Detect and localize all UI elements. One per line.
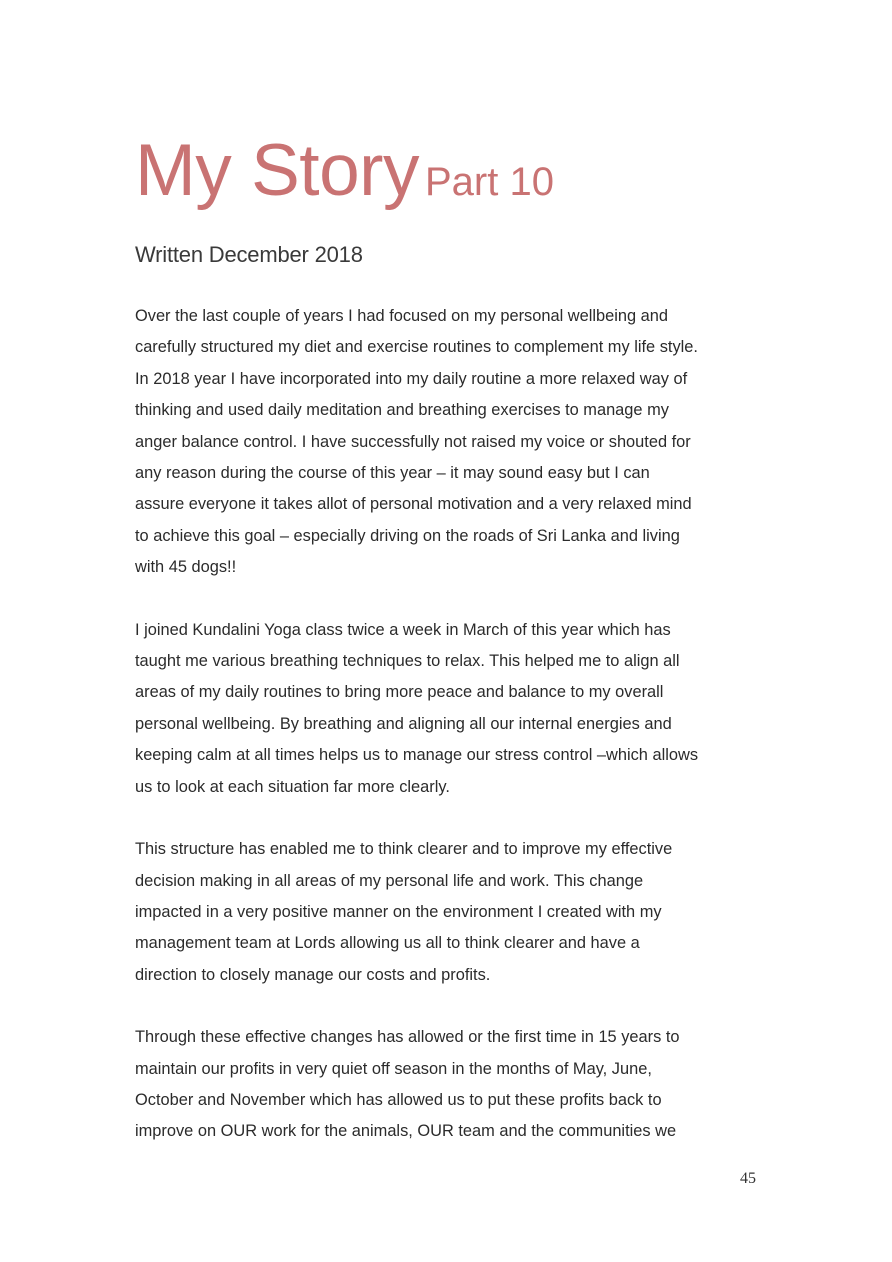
paragraph-4 xyxy=(135,1022,760,1148)
text-line: Over the last couple of years I had focused on my personal wellbeing and xyxy=(135,307,669,325)
text-line: keeping calm at all times helps us to manage our stress control –which allows xyxy=(135,746,699,765)
text-line: with 45 dogs!! xyxy=(135,558,237,577)
text-line: anger balance control. I have successfully not raised my voice or shouted for xyxy=(135,432,691,451)
text-line: improve on OUR work for the animals, OUR team and the communities we xyxy=(135,1122,677,1141)
text-line: In 2018 year I have incorporated into my daily routine a more relaxed way of xyxy=(135,369,688,388)
page-number: 45 xyxy=(740,1170,756,1187)
text-line: maintain our profits in very quiet off season in the months of May, June, xyxy=(135,1059,652,1078)
text-line: Through these effective changes has allowed or the first time in 15 years to xyxy=(135,1028,680,1047)
paragraph-3 xyxy=(135,834,760,991)
text-line: management team at Lords allowing us all to think clearer and have a xyxy=(135,934,640,953)
title-main: My Story xyxy=(135,130,419,211)
text-line: This structure has enabled me to think clearer and to improve my effective xyxy=(135,840,673,859)
text-line: taught me various breathing techniques to relax. This helped me to align all xyxy=(135,652,680,671)
text-line: us to look at each situation far more clearly. xyxy=(135,777,450,796)
text-line: thinking and used daily meditation and breathing exercises to manage my xyxy=(135,401,669,420)
text-line: to achieve this goal – especially driving on the roads of Sri Lanka and living xyxy=(135,526,680,545)
body-text xyxy=(135,301,760,1179)
text-line: direction to closely manage our costs and profits. xyxy=(135,965,491,984)
text-line: any reason during the course of this year – it may sound easy but I can xyxy=(135,464,650,483)
subtitle: Written December 2018 xyxy=(135,242,363,267)
text-line: areas of my daily routines to bring more peace and balance to my overall xyxy=(135,683,664,702)
text-line: impacted in a very positive manner on the environment I created with my xyxy=(135,902,662,921)
text-line: assure everyone it takes allot of personal motivation and a very relaxed mind xyxy=(135,495,692,514)
text-line: I joined Kundalini Yoga class twice a week in March of this year which has xyxy=(135,620,671,639)
paragraph-1 xyxy=(135,301,760,584)
page-title xyxy=(135,130,554,211)
text-line: decision making in all areas of my personal life and work. This change xyxy=(135,871,644,890)
title-part: Part 10 xyxy=(424,160,554,204)
paragraph-2 xyxy=(135,615,760,803)
text-line: October and November which has allowed us to put these profits back to xyxy=(135,1090,662,1109)
text-line: carefully structured my diet and exercise routines to complement my life style. xyxy=(135,338,698,357)
text-line: personal wellbeing. By breathing and aligning all our internal energies and xyxy=(135,714,672,733)
